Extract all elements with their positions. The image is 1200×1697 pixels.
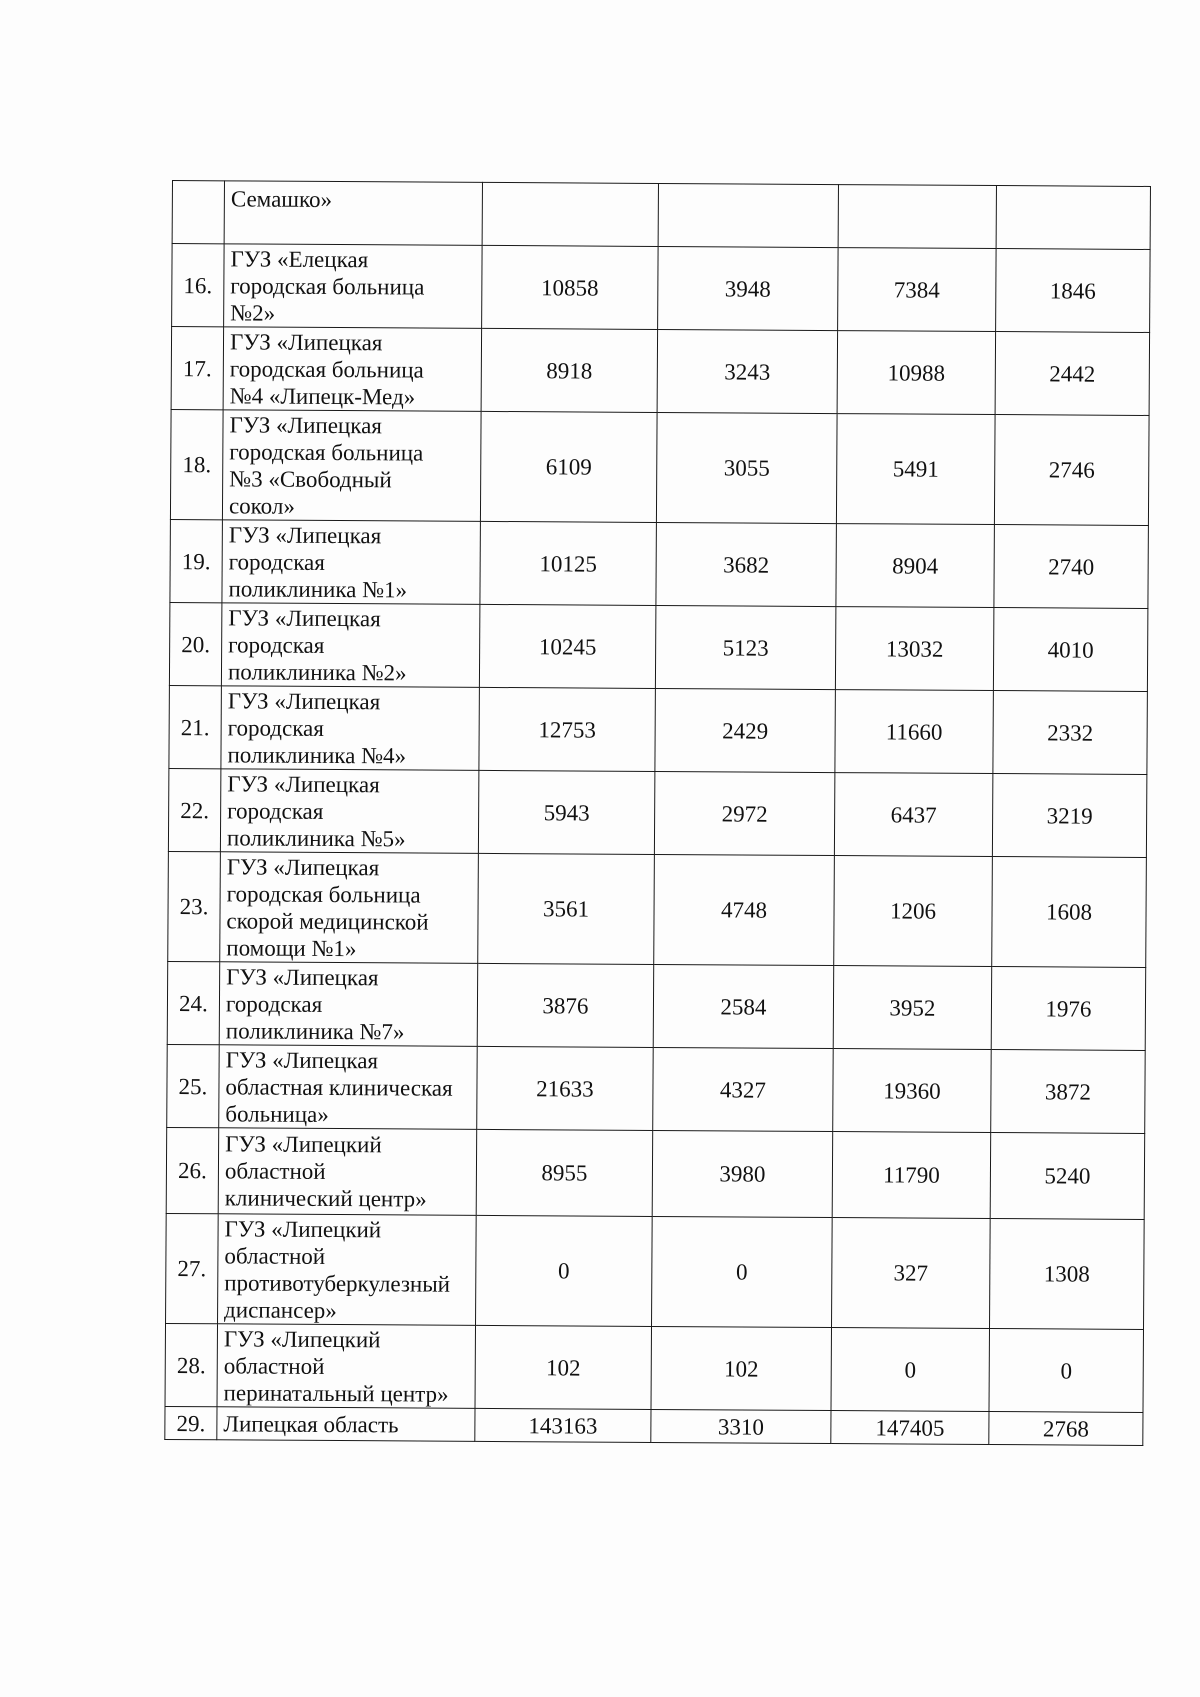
institution-name-cell: ГУЗ «Елецкая городская больница №2» <box>224 244 483 329</box>
value-cell-4: 1976 <box>991 967 1146 1051</box>
table-row <box>170 519 1148 608</box>
value-cell-4: 1846 <box>996 249 1151 333</box>
value-cell-1: 8918 <box>481 328 658 412</box>
row-number-cell <box>172 181 224 244</box>
value-cell-3 <box>838 185 996 249</box>
value-cell-4: 2768 <box>989 1412 1143 1446</box>
value-cell-1: 12753 <box>479 687 656 771</box>
value-cell-1: 10125 <box>480 521 657 605</box>
institution-name-cell: ГУЗ «Липецкий областной противотуберкулезный диспансер» <box>218 1214 477 1326</box>
value-cell-1 <box>482 182 658 246</box>
table-row <box>170 409 1149 525</box>
value-cell-2: 3055 <box>656 412 837 523</box>
institution-name-cell: Семашко» <box>224 181 482 246</box>
value-cell-1: 21633 <box>477 1046 654 1130</box>
institution-name-cell: ГУЗ «Липецкая городская поликлиника №2» <box>221 603 480 688</box>
value-cell-4: 3872 <box>991 1050 1146 1134</box>
value-cell-2: 3980 <box>652 1130 833 1217</box>
value-cell-1: 143163 <box>475 1408 651 1442</box>
region-total-name-cell: Липецкая область <box>217 1407 475 1442</box>
value-cell-3: 7384 <box>838 248 997 332</box>
value-cell-1: 102 <box>475 1325 652 1409</box>
value-cell-3: 1206 <box>834 856 993 967</box>
row-number-cell: 22. <box>168 768 221 851</box>
table-row <box>167 961 1145 1050</box>
value-cell-3: 327 <box>832 1218 991 1329</box>
row-number-cell: 25. <box>167 1044 220 1127</box>
institution-name-cell: ГУЗ «Липецкая областная клиническая больница» <box>219 1045 478 1130</box>
row-number-cell: 17. <box>171 327 224 410</box>
row-number-cell: 21. <box>169 685 222 768</box>
table-row <box>168 768 1146 857</box>
table-row <box>172 244 1150 333</box>
institution-name-cell: ГУЗ «Липецкая городская поликлиника №5» <box>220 769 479 854</box>
institution-name-cell: ГУЗ «Липецкая городская больница №3 «Свободный сокол» <box>222 410 481 522</box>
value-cell-1: 6109 <box>480 411 657 522</box>
value-cell-3: 8904 <box>836 524 995 608</box>
value-cell-3: 3952 <box>833 966 992 1050</box>
institution-name-cell: ГУЗ «Липецкий областной перинатальный центр» <box>217 1324 476 1409</box>
value-cell-4: 1608 <box>992 857 1147 968</box>
value-cell-2: 2429 <box>655 688 836 772</box>
value-cell-3: 13032 <box>835 607 994 691</box>
value-cell-1: 10245 <box>479 604 656 688</box>
table-row <box>166 1213 1145 1329</box>
value-cell-1: 10858 <box>482 245 659 329</box>
row-number-cell: 23. <box>168 851 221 961</box>
institution-name-cell: ГУЗ «Липецкий областной клинический центр» <box>218 1128 477 1216</box>
value-cell-2 <box>658 183 838 247</box>
table-row <box>169 602 1147 691</box>
value-cell-2: 3948 <box>658 246 839 330</box>
value-cell-3: 5491 <box>836 414 995 525</box>
value-cell-4: 5240 <box>990 1133 1145 1220</box>
row-number-cell: 18. <box>170 409 223 519</box>
value-cell-4: 1308 <box>989 1219 1144 1330</box>
row-number-cell: 20. <box>169 602 222 685</box>
value-cell-2: 4748 <box>654 854 835 965</box>
value-cell-2: 3243 <box>657 329 838 413</box>
table-row <box>165 1323 1143 1412</box>
value-cell-2: 5123 <box>655 605 836 689</box>
table-row-total <box>165 1406 1143 1445</box>
value-cell-4: 4010 <box>993 608 1148 692</box>
value-cell-2: 0 <box>652 1216 833 1327</box>
value-cell-4: 2442 <box>995 332 1150 416</box>
table-row <box>171 327 1149 416</box>
table-body <box>165 181 1151 1446</box>
institution-name-cell: ГУЗ «Липецкая городская больница скорой медицинской помощи №1» <box>220 852 479 964</box>
value-cell-1: 5943 <box>478 770 655 854</box>
value-cell-3: 147405 <box>831 1411 989 1445</box>
value-cell-3: 10988 <box>837 331 996 415</box>
table-row <box>169 685 1147 774</box>
value-cell-3: 19360 <box>833 1049 992 1133</box>
data-table <box>164 180 1151 1446</box>
row-number-cell: 16. <box>172 244 225 327</box>
institution-name-cell: ГУЗ «Липецкая городская поликлиника №7» <box>219 962 478 1047</box>
value-cell-3: 11790 <box>832 1132 991 1219</box>
value-cell-4 <box>996 186 1150 250</box>
value-cell-2: 2584 <box>653 964 834 1048</box>
table-row <box>168 851 1147 967</box>
value-cell-3: 11660 <box>835 690 994 774</box>
value-cell-1: 3876 <box>477 963 654 1047</box>
institution-name-cell: ГУЗ «Липецкая городская поликлиника №4» <box>221 686 480 771</box>
value-cell-2: 102 <box>651 1326 832 1410</box>
value-cell-1: 0 <box>476 1215 653 1326</box>
value-cell-3: 0 <box>831 1328 990 1412</box>
table-row <box>167 1044 1145 1133</box>
row-number-cell: 29. <box>165 1406 217 1439</box>
value-cell-3: 6437 <box>834 773 993 857</box>
value-cell-2: 2972 <box>654 771 835 855</box>
value-cell-2: 3682 <box>656 522 837 606</box>
row-number-cell: 28. <box>165 1323 218 1406</box>
value-cell-4: 0 <box>989 1329 1144 1413</box>
value-cell-2: 3310 <box>651 1409 831 1443</box>
value-cell-4: 3219 <box>992 774 1147 858</box>
value-cell-1: 3561 <box>478 853 655 964</box>
value-cell-1: 8955 <box>476 1129 653 1216</box>
table-row <box>166 1127 1145 1219</box>
value-cell-4: 2746 <box>994 415 1149 526</box>
institution-name-cell: ГУЗ «Липецкая городская поликлиника №1» <box>222 520 481 605</box>
row-number-cell: 24. <box>167 961 220 1044</box>
row-number-cell: 26. <box>166 1127 219 1213</box>
row-number-cell: 27. <box>166 1213 219 1323</box>
value-cell-4: 2740 <box>994 525 1149 609</box>
value-cell-2: 4327 <box>653 1047 834 1131</box>
value-cell-4: 2332 <box>993 691 1148 775</box>
row-number-cell: 19. <box>170 519 223 602</box>
institution-name-cell: ГУЗ «Липецкая городская больница №4 «Липецк-Мед» <box>223 327 482 412</box>
table-row-continuation <box>172 181 1150 250</box>
